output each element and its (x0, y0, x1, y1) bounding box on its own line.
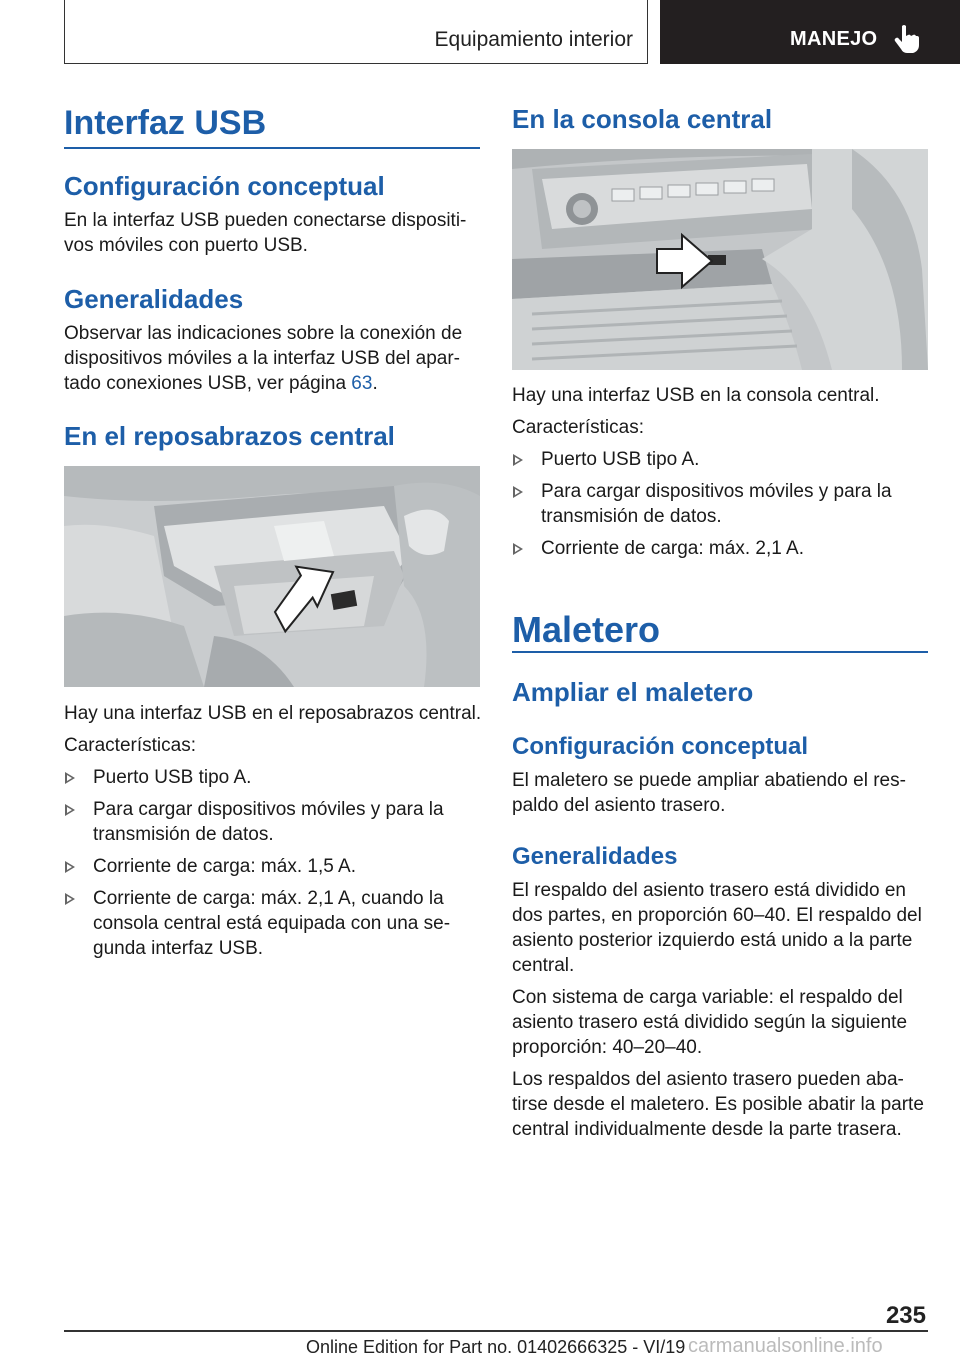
title-rule (64, 147, 480, 149)
footer-rule (64, 1330, 928, 1332)
paragraph-line: Hay una interfaz USB en el reposabrazos central. (64, 703, 482, 724)
list-item-text: Para cargar dispositivos móviles y para la (93, 799, 444, 820)
features-label: Características: (512, 417, 644, 438)
title-maletero: Maletero (512, 609, 661, 650)
bullet-triangle-icon (513, 543, 523, 555)
list-item-text: Puerto USB tipo A. (93, 767, 252, 788)
list-item-text: Corriente de carga: máx. 2,1 A. (541, 538, 804, 559)
list-item-text: consola central está equipada con una se‐ (93, 913, 451, 934)
paragraph-line: Hay una interfaz USB en la consola central. (512, 385, 880, 406)
center-console-usb-illustration (512, 149, 928, 370)
bullet-triangle-icon (65, 893, 75, 905)
list-item-text: Corriente de carga: máx. 2,1 A, cuando la (93, 888, 444, 909)
paragraph-line (64, 371, 378, 396)
paragraph-line: proporción: 40–20–40. (512, 1037, 703, 1058)
header-section-tab (64, 0, 648, 64)
hand-pointer-icon (893, 24, 921, 54)
features-label: Características: (64, 735, 196, 756)
paragraph-line: Con sistema de carga variable: el respaldo del (512, 987, 903, 1008)
paragraph-line: En la interfaz USB pueden conectarse dispositi‐ (64, 210, 467, 231)
heading-config-conceptual: Configuración conceptual (64, 171, 385, 201)
list-item-text: transmisión de datos. (541, 506, 722, 527)
armrest-usb-illustration (64, 466, 480, 687)
paragraph-line: vos móviles con puerto USB. (64, 235, 308, 256)
paragraph-text: . (372, 373, 378, 394)
list-item-text: transmisión de datos. (93, 824, 274, 845)
bullet-triangle-icon (65, 861, 75, 873)
paragraph-line: tirse desde el maletero. Es posible abatir la parte (512, 1094, 924, 1115)
list-item-text: Puerto USB tipo A. (541, 449, 700, 470)
page-number: 235 (885, 1302, 926, 1329)
paragraph-line: paldo del asiento trasero. (512, 795, 726, 816)
title-rule (512, 651, 928, 653)
page-link-63[interactable]: 63 (351, 373, 373, 394)
footer-edition: Online Edition for Part no. 01402666325 - VI/19 (306, 1337, 686, 1357)
title-interfaz-usb: Interfaz USB (64, 104, 267, 142)
paragraph-line: Los respaldos del asiento trasero pueden aba‐ (512, 1069, 904, 1090)
paragraph-line: Observar las indicaciones sobre la conexión de (64, 323, 463, 344)
paragraph-line: dos partes, en proporción 60–40. El respaldo del (512, 905, 922, 926)
list-item-text: Corriente de carga: máx. 1,5 A. (93, 856, 356, 877)
list-item-text: gunda interfaz USB. (93, 938, 264, 959)
paragraph-text: tado conexiones USB, ver página (64, 373, 352, 394)
bullet-triangle-icon (65, 804, 75, 816)
heading-config-conceptual: Configuración conceptual (512, 733, 809, 760)
paragraph-line: El maletero se puede ampliar abatiendo el res‐ (512, 770, 906, 791)
heading-generalidades: Generalidades (512, 843, 678, 870)
heading-ampliar-maletero: Ampliar el maletero (512, 677, 754, 707)
watermark: carmanualsonline.info (688, 1335, 883, 1357)
heading-reposabrazos: En el reposabrazos central (64, 421, 395, 451)
paragraph-line: El respaldo del asiento trasero está dividido en (512, 880, 906, 901)
paragraph-line: asiento trasero está dividido según la siguiente (512, 1012, 908, 1033)
heading-generalidades: Generalidades (64, 284, 244, 314)
bullet-triangle-icon (513, 454, 523, 466)
paragraph-line: dispositivos móviles a la interfaz USB del apar‐ (64, 348, 461, 369)
bullet-triangle-icon (65, 772, 75, 784)
bullet-triangle-icon (513, 486, 523, 498)
paragraph-line: central. (512, 955, 575, 976)
heading-consola-central: En la consola central (512, 104, 773, 134)
list-item-text: Para cargar dispositivos móviles y para la (541, 481, 892, 502)
header-section-title: Equipamiento interior (434, 28, 633, 51)
paragraph-line: central individualmente desde la parte trasera. (512, 1119, 902, 1140)
header-chapter-title: MANEJO (790, 28, 878, 50)
paragraph-line: asiento posterior izquierdo está unido a la parte (512, 930, 913, 951)
